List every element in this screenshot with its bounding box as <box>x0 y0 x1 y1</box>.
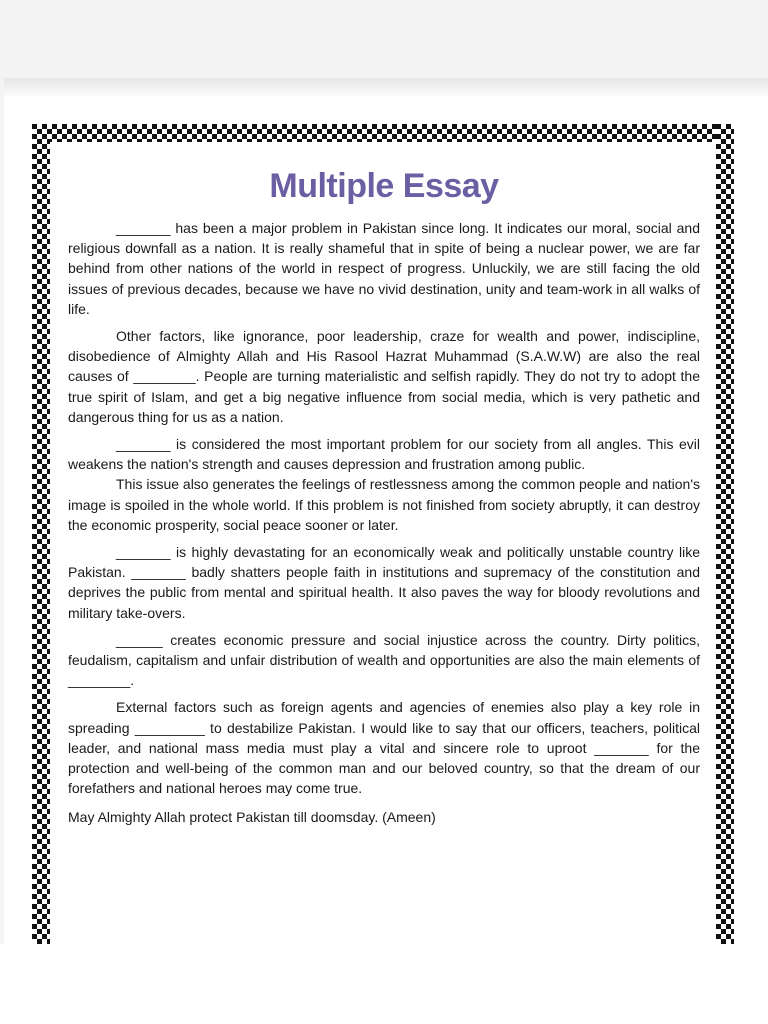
checkered-border-top <box>32 124 734 142</box>
paragraph-5: _______ is highly devastating for an economically weak and politically unstable country like Pakistan. _______ badly shatters people faith in institutions and supremacy of the constitution and deprives the public from mental and spiritual health. It also paves the way for bloody revolutions and military take-overs. <box>68 544 700 621</box>
checkered-border-left <box>32 124 50 944</box>
paragraph-6: ______ creates economic pressure and social injustice across the country. Dirty politics, feudalism, capitalism and unfair distribution of wealth and opportunities are also the main elements of ________. <box>68 631 700 689</box>
closing-line: May Almighty Allah protect Pakistan till doomsday. (Ameen) <box>68 809 436 826</box>
background-band-top <box>0 0 768 78</box>
paragraph-3: _______ is considered the most important problem for our society from all angles. This evil weakens the nation's strength and causes depression and frustration among public. <box>68 436 700 473</box>
essay-content <box>68 164 700 828</box>
background-band-bottom <box>0 944 768 1024</box>
paragraph-2: Other factors, like ignorance, poor leadership, craze for wealth and power, indiscipline, disobedience of Almighty Allah and His Rasool Hazrat Muhammad (S.A.W.W) are also the real causes of ________. People are turning materialistic and selfish rapidly. They do not try to adopt the true spirit of Islam, and get a big negative influence from social media, which is very pathetic and dangerous thing for us as a nation. <box>68 328 700 425</box>
paragraph-4: This issue also generates the feelings of restlessness among the common people and nation's image is spoiled in the whole world. If this problem is not finished from society abruptly, it can destroy the economic prosperity, social peace sooner or later. <box>68 476 701 533</box>
essay-title: Multiple Essay <box>269 167 499 205</box>
checkered-border-right <box>716 124 734 944</box>
paragraph-7: External factors such as foreign agents and agencies of enemies also play a key role in spreading _________ to destabilize Pakistan. I would like to say that our officers, teachers, political leader, and national mass media must play a vital and sincere role to uproot _______ for the protection and well-being of the common man and our beloved country, so that the dream of our forefathers and national heroes may come true. <box>68 699 700 797</box>
paragraph-1: _______ has been a major problem in Pakistan since long. It indicates our moral, social and religious downfall as a nation. It is really shameful that in spite of being a nuclear power, we are far behind from other nations of the world in respect of progress. Unluckily, we are still facing the old issues of previous decades, because we have no vivid destination, unity and team-work in all walks of life. <box>68 220 700 317</box>
